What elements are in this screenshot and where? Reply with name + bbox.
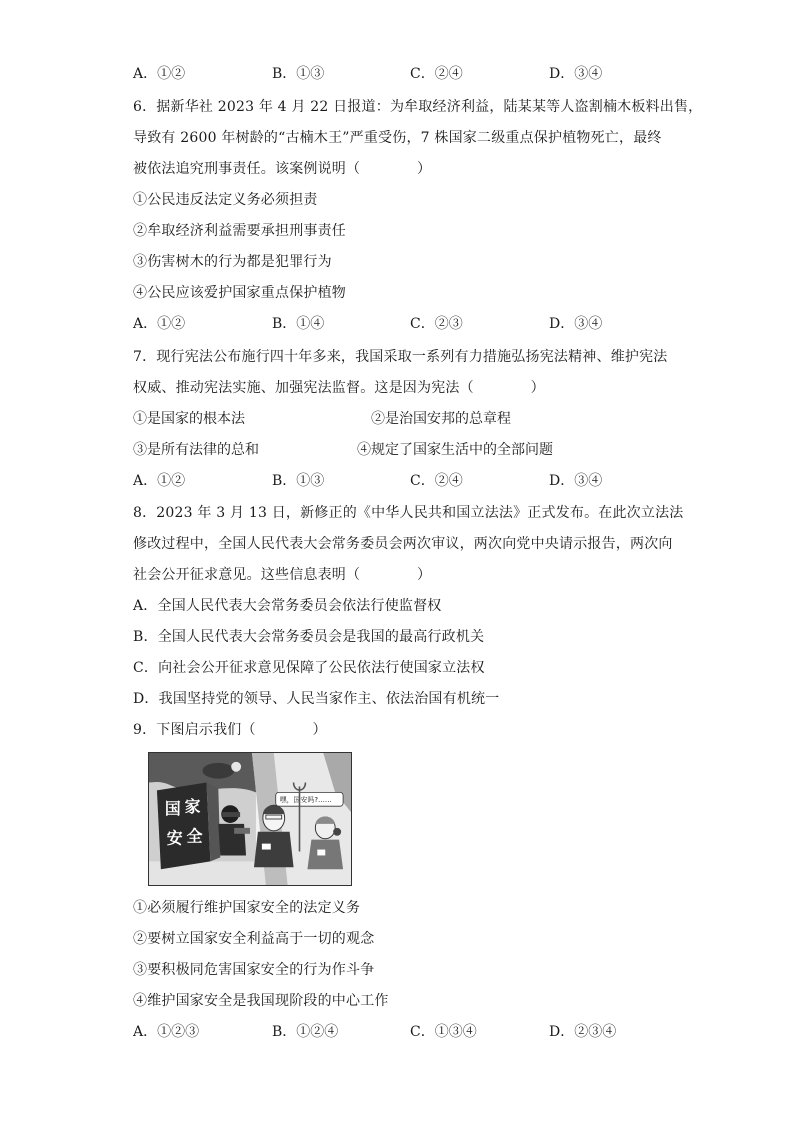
block-char-2: 家	[184, 797, 201, 817]
q7-statement-4: ④规定了国家生活中的全部问题	[357, 442, 553, 458]
q8-stem-line-3: 社会公开征求意见。这些信息表明（ ）	[133, 567, 432, 583]
q7-option-b[interactable]: B．①③	[272, 473, 325, 489]
q8-choice-a[interactable]: A．全国人民代表大会常务委员会依法行使监督权	[133, 598, 442, 614]
q7-option-c[interactable]: C．②④	[410, 473, 463, 489]
q6-option-c[interactable]: C．②③	[410, 316, 463, 332]
q6-stem-line-3: 被依法追究刑事责任。该案例说明（ ）	[133, 161, 432, 177]
q9-option-d[interactable]: D．②③④	[549, 1024, 617, 1040]
q6-statement-1: ①公民违反法定义务必须担责	[133, 192, 318, 208]
q6-statement-2: ②牟取经济利益需要承担刑事责任	[133, 223, 346, 239]
national-security-cartoon	[148, 752, 352, 886]
q9-statement-1: ①必须履行维护国家安全的法定义务	[133, 900, 361, 916]
q7-options	[133, 471, 693, 491]
q7-statements-row-2	[133, 440, 693, 460]
q9-statement-2: ②要树立国家安全利益高于一切的观念	[133, 931, 375, 947]
q8-choice-d[interactable]: D．我国坚持党的领导、人民当家作主、依法治国有机统一	[133, 691, 500, 707]
q9-stem: 9．下图启示我们（ ）	[133, 722, 327, 738]
q5-option-c[interactable]: C．②④	[410, 66, 463, 82]
q7-stem-line-1: 7．现行宪法公布施行四十年多来，我国采取一系列有力措施弘扬宪法精神、维护宪法	[133, 349, 668, 365]
q9-options	[133, 1022, 693, 1042]
q9-option-a[interactable]: A．①②③	[133, 1024, 200, 1040]
block-char-1: 国	[164, 799, 181, 819]
cartoon-illustration	[149, 753, 351, 885]
q6-option-b[interactable]: B．①④	[272, 316, 325, 332]
q9-option-b[interactable]: B．①②④	[272, 1024, 339, 1040]
q5-option-b[interactable]: B．①③	[272, 66, 325, 82]
q5-option-d[interactable]: D．③④	[549, 66, 603, 82]
cartoon-speech-bubble: 嘿，国安吗?……	[279, 796, 332, 805]
q5-option-a[interactable]: A．①②	[133, 66, 186, 82]
q7-option-a[interactable]: A．①②	[133, 473, 186, 489]
q8-choice-c[interactable]: C．向社会公开征求意见保障了公民依法行使国家立法权	[133, 660, 485, 676]
q8-stem-line-1: 8．2023 年 3 月 13 日，新修正的《中华人民共和国立法法》正式发布。在此次立法法	[133, 505, 684, 521]
q9-statement-3: ③要积极同危害国家安全的行为作斗争	[133, 962, 375, 978]
q7-option-d[interactable]: D．③④	[549, 473, 603, 489]
q7-stem-line-2: 权威、推动宪法实施、加强宪法监督。这是因为宪法（ ）	[133, 380, 545, 396]
q8-choice-b[interactable]: B．全国人民代表大会常务委员会是我国的最高行政机关	[133, 629, 485, 645]
q9-option-c[interactable]: C．①③④	[410, 1024, 477, 1040]
q6-option-d[interactable]: D．③④	[549, 316, 603, 332]
q5-options	[133, 64, 693, 84]
q8-stem-line-2: 修改过程中，全国人民代表大会常务委员会两次审议，两次向党中央请示报告，两次向	[133, 536, 673, 552]
q6-options	[133, 314, 693, 334]
q6-statement-4: ④公民应该爱护国家重点保护植物	[133, 285, 346, 301]
block-char-4: 全	[186, 826, 203, 846]
q6-option-a[interactable]: A．①②	[133, 316, 186, 332]
q7-statement-1: ①是国家的根本法	[133, 411, 245, 427]
q7-statements-row-1	[133, 409, 693, 429]
block-char-3: 安	[166, 828, 183, 848]
q9-statement-4: ④维护国家安全是我国现阶段的中心工作	[133, 993, 389, 1009]
q7-statement-3: ③是所有法律的总和	[133, 442, 259, 458]
q7-statement-2: ②是治国安邦的总章程	[371, 411, 511, 427]
q6-stem-line-1: 6．据新华社 2023 年 4 月 22 日报道：为牟取经济利益，陆某某等人盗割楠木板料出售，	[133, 99, 703, 115]
q6-stem-line-2: 导致有 2600 年树龄的“古楠木王”严重受伤，7 株国家二级重点保护植物死亡，最终	[133, 130, 662, 146]
q6-statement-3: ③伤害树木的行为都是犯罪行为	[133, 254, 332, 270]
